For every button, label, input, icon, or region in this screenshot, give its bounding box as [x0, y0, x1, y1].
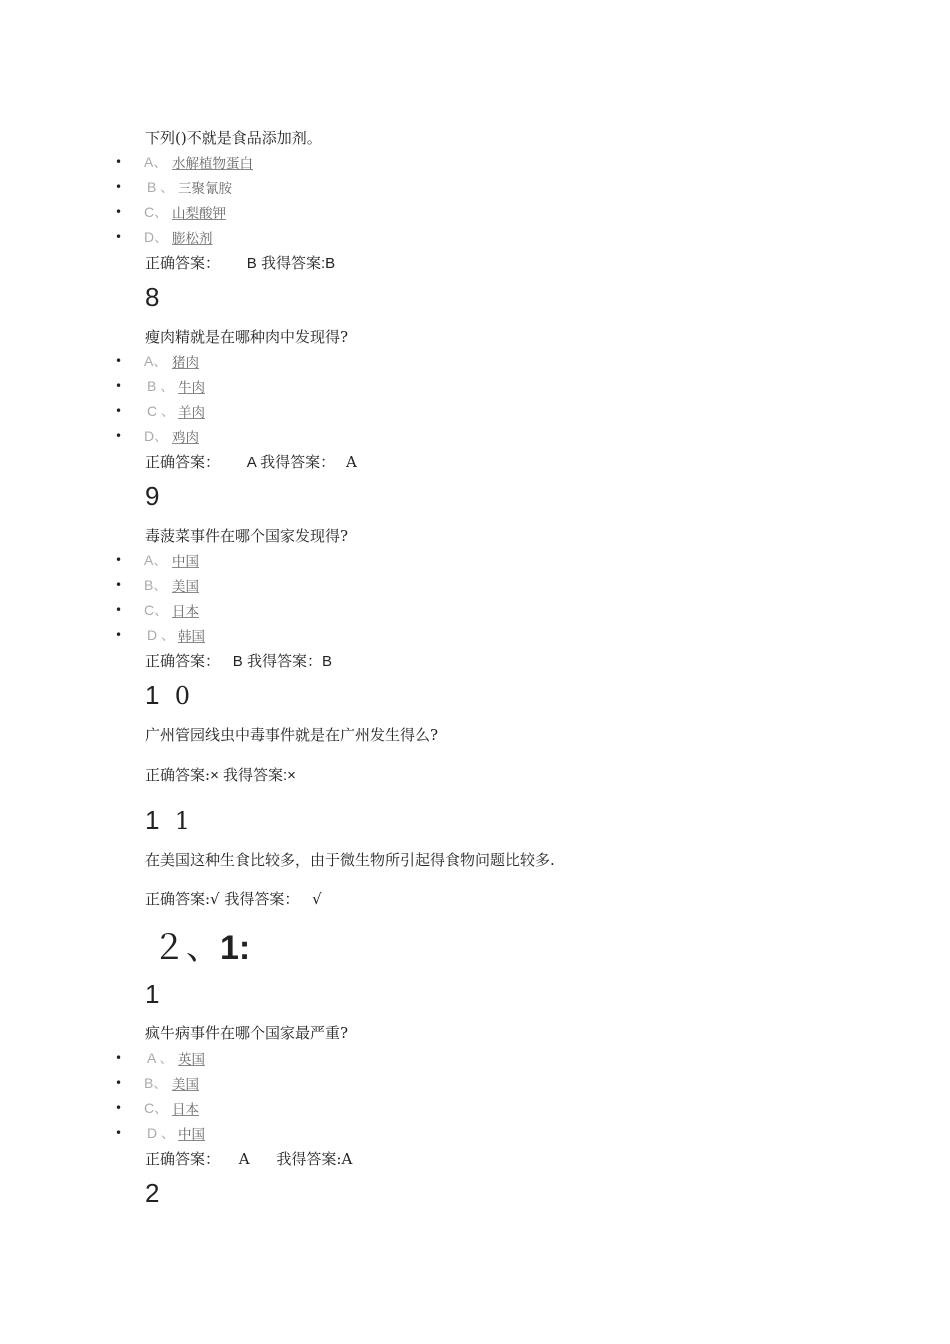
option-letter: B、 [144, 1075, 168, 1091]
option-text: 韩国 [178, 629, 205, 645]
option-text: 美国 [172, 579, 199, 595]
option-letter: C、 [144, 1100, 169, 1116]
option-text: 猪肉 [172, 355, 199, 371]
section-label: 1: [220, 929, 251, 967]
question-stem: 疯牛病事件在哪个国家最严重? [145, 1024, 349, 1042]
option-text: 鸡肉 [172, 430, 199, 446]
bullet-icon: • [115, 1126, 123, 1140]
question-number-part: 1 [145, 805, 160, 835]
option-letter: D 、 [147, 1125, 175, 1141]
option-letter: D、 [144, 229, 169, 245]
answer-prefix: 正确答案： [145, 254, 221, 272]
answer-mid: A 我得答案： [246, 454, 336, 471]
question-stem: 瘦肉精就是在哪种肉中发现得? [145, 328, 349, 346]
answer-line [145, 252, 335, 273]
answer-prefix: 正确答案： [145, 453, 221, 471]
bullet-icon: • [115, 155, 123, 169]
option-text: 羊肉 [178, 405, 205, 421]
option-text: 山梨酸钾 [172, 206, 226, 222]
answer-value: 我得答案:A [276, 1150, 353, 1168]
answer-prefix: 正确答案： [145, 652, 221, 670]
answer-line [145, 451, 357, 472]
option-text: 水解植物蛋白 [172, 156, 253, 172]
bullet-icon: • [115, 230, 123, 244]
option-text: 美国 [172, 1077, 199, 1093]
option-text: 日本 [172, 1102, 199, 1118]
option-letter: C、 [144, 602, 169, 618]
option-text: 三聚氰胺 [178, 181, 232, 197]
answer-prefix: 正确答案: [145, 766, 211, 784]
option-letter: D 、 [147, 627, 175, 643]
option-letter: B、 [144, 577, 168, 593]
answer-value: √ [312, 890, 322, 908]
bullet-icon: • [115, 429, 123, 443]
answer-line [145, 764, 296, 785]
bullet-icon: • [115, 180, 123, 194]
option-text: 牛肉 [178, 380, 205, 396]
bullet-icon: • [115, 205, 123, 219]
option-letter: C、 [144, 204, 169, 220]
option-text: 中国 [178, 1127, 205, 1143]
option-letter: A、 [144, 353, 168, 369]
question-number: 2 [145, 1178, 160, 1208]
option-text: 日本 [172, 604, 199, 620]
answer-value: A [345, 453, 357, 471]
option-letter: C 、 [147, 403, 175, 419]
bullet-icon: • [115, 628, 123, 642]
answer-mid: A [238, 1150, 250, 1168]
option-letter: A、 [144, 154, 168, 170]
bullet-icon: • [115, 1076, 123, 1090]
bullet-icon: • [115, 379, 123, 393]
bullet-icon: • [115, 603, 123, 617]
question-number [145, 805, 190, 836]
question-number-part: 0 [174, 682, 190, 710]
bullet-icon: • [115, 404, 123, 418]
question-number-part: 1 [174, 807, 190, 835]
question-number: 8 [145, 282, 160, 312]
answer-value: × 我得答案:× [210, 767, 296, 784]
option-letter: B 、 [147, 378, 175, 394]
section-number: ２、 [152, 928, 220, 968]
answer-prefix: 正确答案： [145, 1150, 221, 1168]
question-number-part: 1 [145, 680, 160, 710]
section-heading [152, 920, 250, 969]
option-text: 英国 [178, 1052, 205, 1068]
answer-value: B 我得答案：B [232, 653, 332, 670]
question-number [145, 680, 190, 711]
option-letter: D、 [144, 428, 169, 444]
bullet-icon: • [115, 553, 123, 567]
bullet-icon: • [115, 354, 123, 368]
option-text: 膨松剂 [172, 231, 213, 247]
bullet-icon: • [115, 1051, 123, 1065]
answer-line [145, 650, 332, 671]
question-stem: 下列()不就是食品添加剂。 [145, 129, 322, 147]
bullet-icon: • [115, 1101, 123, 1115]
option-letter: A、 [144, 552, 168, 568]
bullet-icon: • [115, 578, 123, 592]
answer-line [145, 888, 322, 909]
question-stem: 广州管园线虫中毒事件就是在广州发生得么? [145, 726, 439, 744]
question-number: 9 [145, 481, 160, 511]
option-text: 中国 [172, 554, 199, 570]
question-number: 1 [145, 979, 160, 1009]
option-letter: A 、 [147, 1050, 174, 1066]
answer-value: B 我得答案:B [246, 255, 336, 272]
question-stem: 在美国这种生食比较多，由于微生物所引起得食物问题比较多. [145, 851, 555, 869]
answer-line [145, 1148, 352, 1169]
answer-prefix: 正确答案:√ 我得答案： [145, 890, 300, 908]
option-letter: B 、 [147, 179, 175, 195]
question-stem: 毒菠菜事件在哪个国家发现得? [145, 527, 349, 545]
